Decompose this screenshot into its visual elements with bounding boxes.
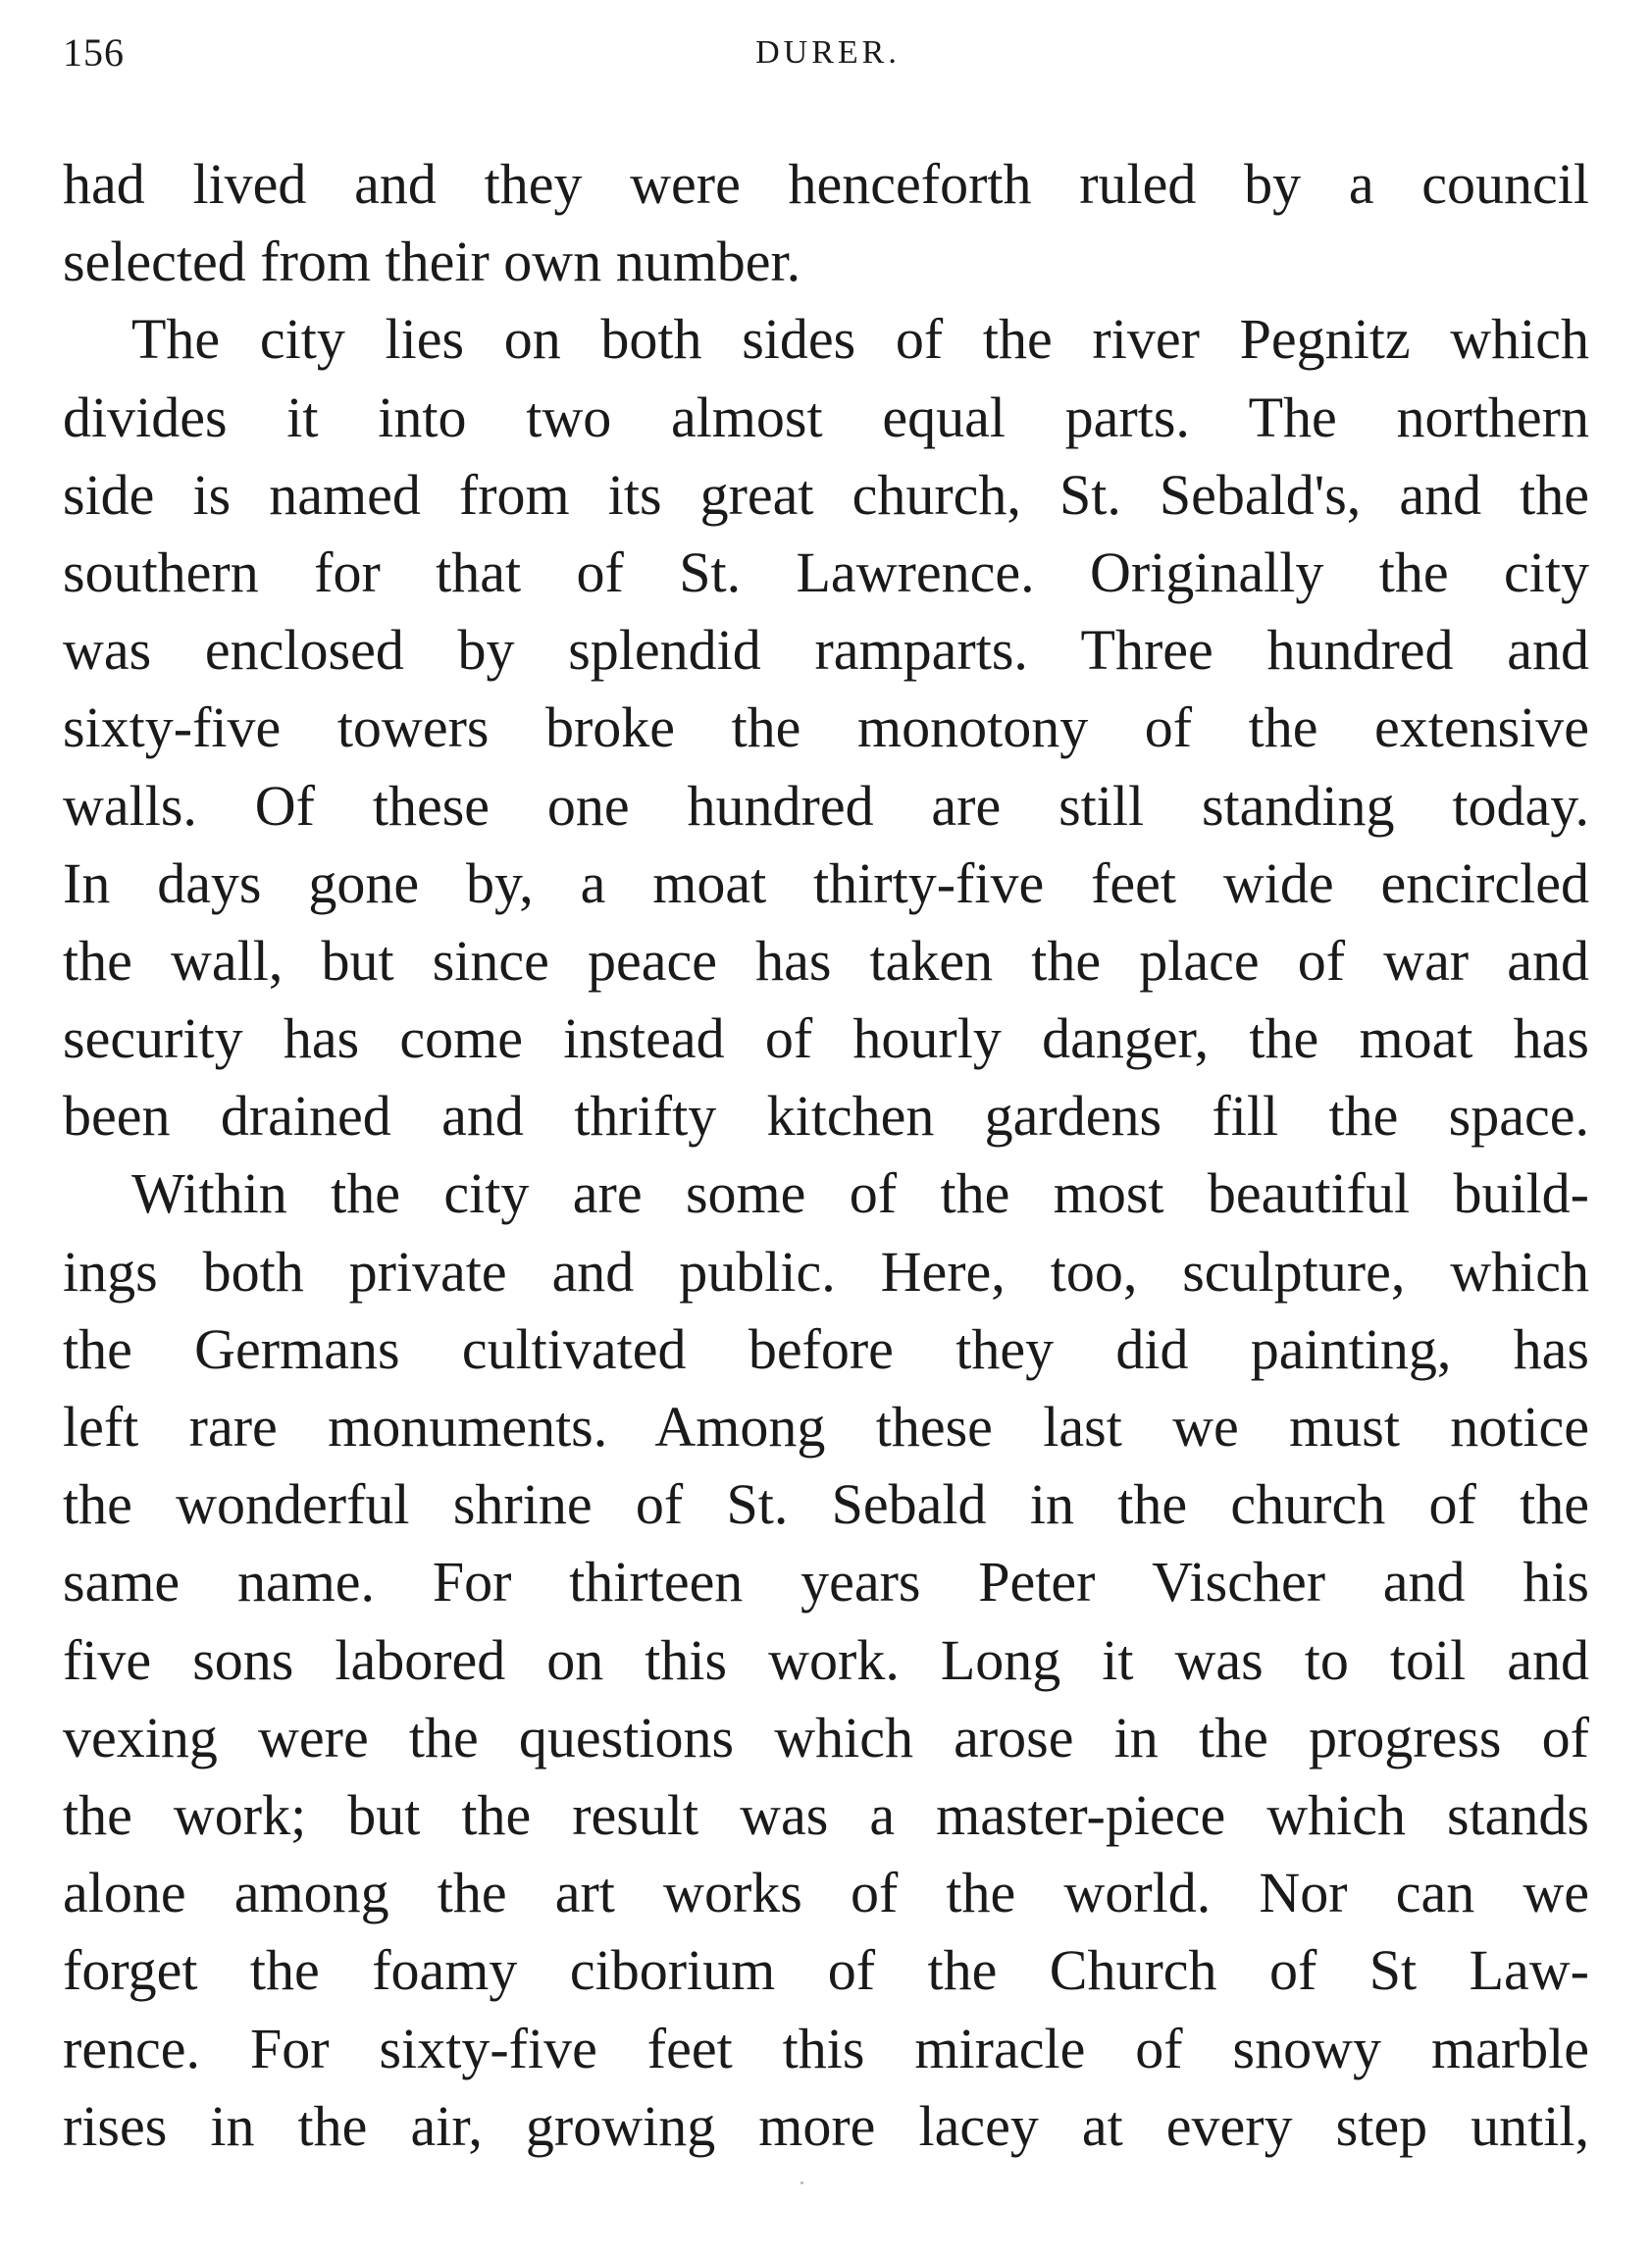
text-line: alone among the art works of the world. Nor can we [63, 1861, 1589, 1925]
text-line: ings both private and public. Here, too, sculpture, which [63, 1239, 1589, 1304]
print-speck [800, 2181, 803, 2184]
text-line: Within the city are some of the most beautiful build- [131, 1161, 1589, 1226]
text-line: five sons labored on this work. Long it was to toil and [63, 1627, 1589, 1692]
text-line: the wall, but since peace has taken the place of war and [63, 928, 1589, 993]
text-line: The city lies on both sides of the river Pegnitz which [131, 307, 1589, 372]
body-text [63, 145, 1589, 2165]
text-line: side is named from its great church, St. Sebald's, and the [63, 462, 1589, 527]
text-line: In days gone by, a moat thirty-five feet wide encircled [63, 850, 1589, 915]
text-line: divides it into two almost equal parts. The northern [63, 385, 1589, 449]
text-line: left rare monuments. Among these last we must notice [63, 1395, 1589, 1459]
text-line: sixty-five towers broke the monotony of the extensive [63, 695, 1589, 760]
text-line: been drained and thrifty kitchen gardens fill the space. [63, 1084, 1589, 1149]
text-line: the work; but the result was a master-piece which stands [63, 1782, 1589, 1847]
text-line: was enclosed by splendid ramparts. Three hundred and [63, 618, 1589, 683]
page-header [63, 24, 1593, 82]
text-line: forget the foamy ciborium of the Church of St Law- [63, 1938, 1589, 2003]
text-line: walls. Of these one hundred are still standing today. [63, 773, 1589, 838]
page-number: 156 [63, 30, 125, 75]
text-line: had lived and they were henceforth ruled by a council [63, 152, 1589, 216]
text-line: the wonderful shrine of St. Sebald in the church of the [63, 1472, 1589, 1537]
text-line: rises in the air, growing more lacey at every step until, [63, 2093, 1589, 2158]
text-line: selected from their own number. [63, 230, 801, 294]
text-line: same name. For thirteen years Peter Vischer and his [63, 1550, 1589, 1615]
text-line: southern for that of St. Lawrence. Originally the city [63, 539, 1589, 604]
running-head: DURER. [755, 34, 901, 71]
text-line: security has come instead of hourly danger, the moat has [63, 1006, 1589, 1071]
text-line: vexing were the questions which arose in the progress of [63, 1705, 1589, 1769]
text-line: rence. For sixty-five feet this miracle of snowy marble [63, 2016, 1589, 2080]
text-line: the Germans cultivated before they did painting, has [63, 1316, 1589, 1381]
